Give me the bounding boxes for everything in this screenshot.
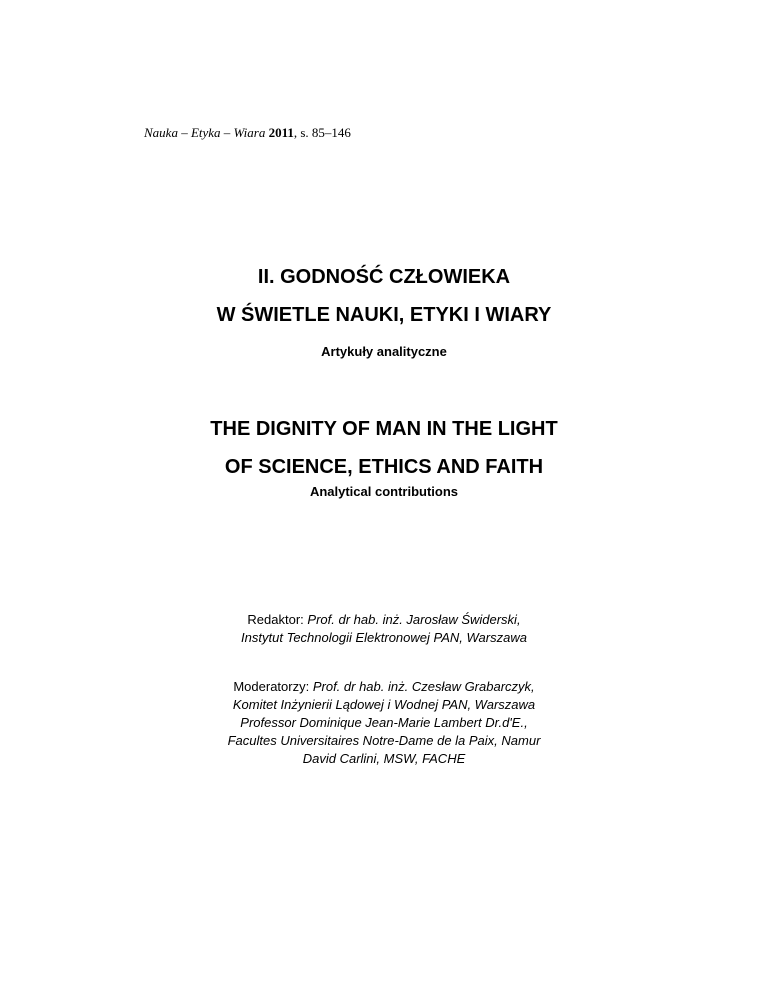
- english-title-line-1: THE DIGNITY OF MAN IN THE LIGHT: [210, 418, 558, 440]
- editor-credit: [0, 611, 768, 647]
- moderators-line-1: [0, 678, 768, 696]
- polish-subtitle: Artykuły analityczne: [321, 344, 447, 359]
- journal-name: Nauka – Etyka – Wiara: [144, 125, 266, 140]
- moderator-line: Komitet Inżynierii Lądowej i Wodnej PAN, Warszawa: [232, 697, 536, 712]
- journal-pages: , s. 85–146: [293, 125, 351, 140]
- polish-title-line-1: II. GODNOŚĆ CZŁOWIEKA: [257, 266, 511, 288]
- journal-citation: [144, 125, 351, 141]
- english-title: [0, 410, 768, 486]
- editor-line: [0, 611, 768, 629]
- moderator-line: David Carlini, MSW, FACHE: [302, 751, 466, 766]
- moderator-line: Prof. dr hab. inż. Czesław Grabarczyk,: [312, 679, 535, 694]
- polish-title: [0, 258, 768, 334]
- journal-year: 2011: [268, 125, 294, 140]
- moderators-credit: [0, 678, 768, 768]
- moderator-line: Facultes Universitaires Notre-Dame de la Paix, Namur: [227, 733, 541, 748]
- polish-title-line-2: W ŚWIETLE NAUKI, ETYKI I WIARY: [216, 304, 552, 326]
- english-title-line-2: OF SCIENCE, ETHICS AND FAITH: [224, 456, 544, 478]
- editor-name: Prof. dr hab. inż. Jarosław Świderski,: [307, 612, 521, 627]
- moderator-line: Professor Dominique Jean-Marie Lambert Dr.d'E.,: [240, 715, 528, 730]
- editor-label: Redaktor:: [247, 612, 304, 627]
- moderators-label: Moderatorzy:: [233, 679, 310, 694]
- editor-affiliation: Instytut Technologii Elektronowej PAN, Warszawa: [241, 630, 527, 645]
- english-subtitle: Analytical contributions: [309, 484, 459, 499]
